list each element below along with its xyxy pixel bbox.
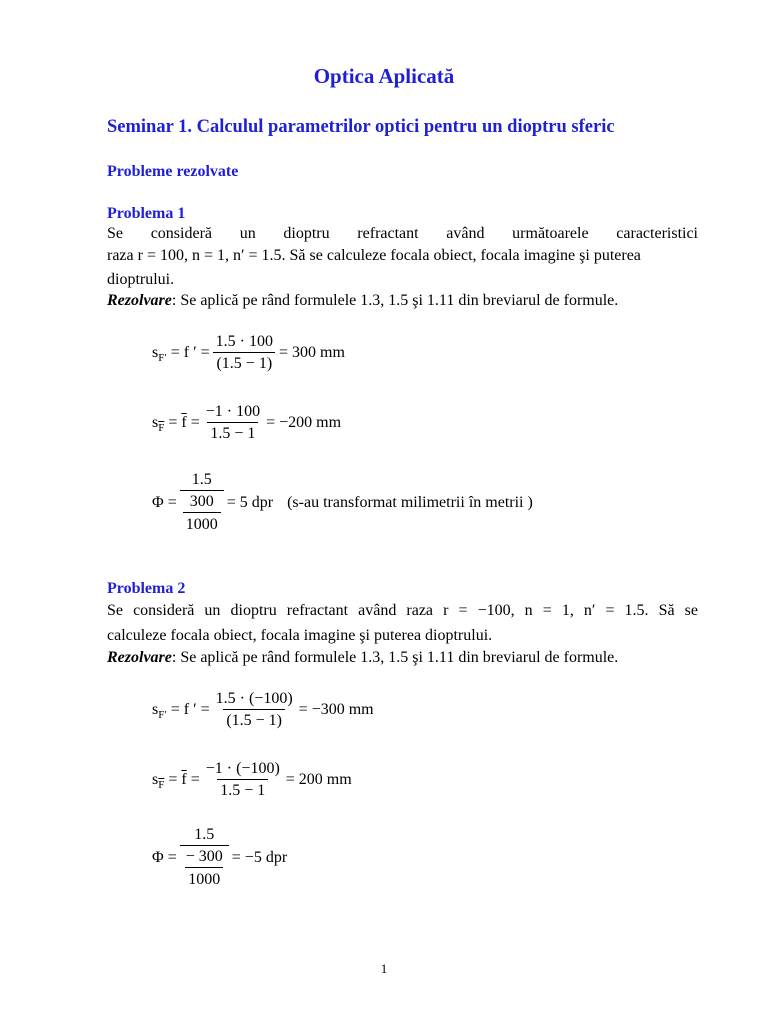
numerator: 1.5 · 100 xyxy=(215,333,273,350)
symbol-f-bar: $\overline{f}$ xyxy=(181,771,187,788)
result: = 300 mm xyxy=(278,344,345,361)
equals-sign: = xyxy=(168,771,178,788)
equals-sign: = xyxy=(170,344,180,361)
result: = −5 dpr xyxy=(231,848,288,866)
fraction xyxy=(213,690,296,730)
p1-formula-object-focal xyxy=(152,403,341,443)
inner-denominator: 1000 xyxy=(185,867,223,889)
p1-formula-power xyxy=(152,471,533,534)
equals-sign: = xyxy=(200,344,210,361)
equals-sign: = xyxy=(200,701,210,718)
fraction xyxy=(180,826,229,889)
seminar-subtitle: Seminar 1. Calculul parametrilor optici pentru un dioptru sferic xyxy=(107,117,615,137)
subscript-f-prime: F′ xyxy=(158,709,167,721)
inner-numerator: − 300 xyxy=(185,848,223,865)
symbol-f-prime: f ′ xyxy=(183,701,197,718)
inner-denominator: 1000 xyxy=(183,512,221,534)
result: = −200 mm xyxy=(266,414,342,431)
denominator: 1.5 − 1 xyxy=(217,779,268,800)
denominator: (1.5 − 1) xyxy=(213,352,275,373)
numerator: −1 · 100 xyxy=(205,403,261,420)
equals-sign: = xyxy=(167,848,177,866)
numerator: 1.5 · (−100) xyxy=(215,690,293,707)
problem-1-heading: Problema 1 xyxy=(107,205,186,222)
inner-numerator: 300 xyxy=(189,493,214,510)
symbol-f-bar: $\overline{f}$ xyxy=(181,414,187,431)
problem-2-solution-line xyxy=(107,647,618,669)
subscript-f-bar: $\overline{F}$ xyxy=(158,779,165,791)
p2-formula-image-focal xyxy=(152,690,374,730)
inner-fraction xyxy=(183,493,221,534)
equals-sign: = xyxy=(190,771,200,788)
equals-sign: = xyxy=(170,701,180,718)
problem-1-solution-line xyxy=(107,290,618,312)
solution-label: Rezolvare xyxy=(107,649,172,666)
page-number: 1 xyxy=(380,961,388,976)
symbol-s: s xyxy=(152,414,159,431)
subscript-f-prime: F′ xyxy=(158,352,167,364)
problem-2-heading: Problema 2 xyxy=(107,580,186,597)
result: = 5 dpr xyxy=(226,493,274,511)
symbol-s: s xyxy=(152,344,159,361)
numerator: 1.5 xyxy=(194,826,215,843)
equals-sign: = xyxy=(167,493,177,511)
equals-sign: = xyxy=(168,414,178,431)
denominator xyxy=(180,490,224,534)
result: = 200 mm xyxy=(285,771,352,788)
equals-sign: = xyxy=(190,414,200,431)
numerator: 1.5 xyxy=(191,471,212,488)
inner-fraction xyxy=(183,848,226,889)
result: = −300 mm xyxy=(298,701,374,718)
p1-formula-image-focal xyxy=(152,333,345,373)
solution-label: Rezolvare xyxy=(107,292,172,309)
unit-note: (s-au transformat milimetrii în metrii ) xyxy=(287,493,533,511)
fraction xyxy=(203,403,263,443)
symbol-s: s xyxy=(152,771,159,788)
section-heading: Probleme rezolvate xyxy=(107,163,239,180)
fraction xyxy=(213,333,276,373)
problem-1-text-line-3: dioptrului. xyxy=(107,271,175,288)
solution-text: : Se aplică pe rând formulele 1.3, 1.5 şi 1.11 din breviarul de formule. xyxy=(171,649,619,666)
problem-1-text-line-2: raza r = 100, n = 1, n′ = 1.5. Să se calculeze focala obiect, focala imagine şi puterea xyxy=(107,247,641,264)
denominator xyxy=(180,845,229,889)
fraction xyxy=(180,471,224,534)
fraction xyxy=(203,760,283,800)
symbol-phi: Φ xyxy=(152,848,164,866)
subscript-f-bar: $\overline{F}$ xyxy=(158,422,165,434)
symbol-f-prime: f ′ xyxy=(183,344,197,361)
problem-1-text-line-1: Se consideră un dioptru refractant având următoarele caracteristici xyxy=(107,225,698,242)
problem-2-text-line-2: calculeze focala obiect, focala imagine şi puterea dioptrului. xyxy=(107,627,493,644)
problem-2-text-line-1: Se consideră un dioptru refractant având raza r = −100, n = 1, n′ = 1.5. Să se xyxy=(107,602,698,619)
solution-text: : Se aplică pe rând formulele 1.3, 1.5 şi 1.11 din breviarul de formule. xyxy=(171,292,619,309)
denominator: (1.5 − 1) xyxy=(223,709,285,730)
denominator: 1.5 − 1 xyxy=(207,422,258,443)
page-title: Optica Aplicată xyxy=(313,64,455,88)
p2-formula-power xyxy=(152,826,287,889)
symbol-s: s xyxy=(152,701,159,718)
symbol-phi: Φ xyxy=(152,493,164,511)
numerator: −1 · (−100) xyxy=(205,760,280,777)
p2-formula-object-focal xyxy=(152,760,352,800)
